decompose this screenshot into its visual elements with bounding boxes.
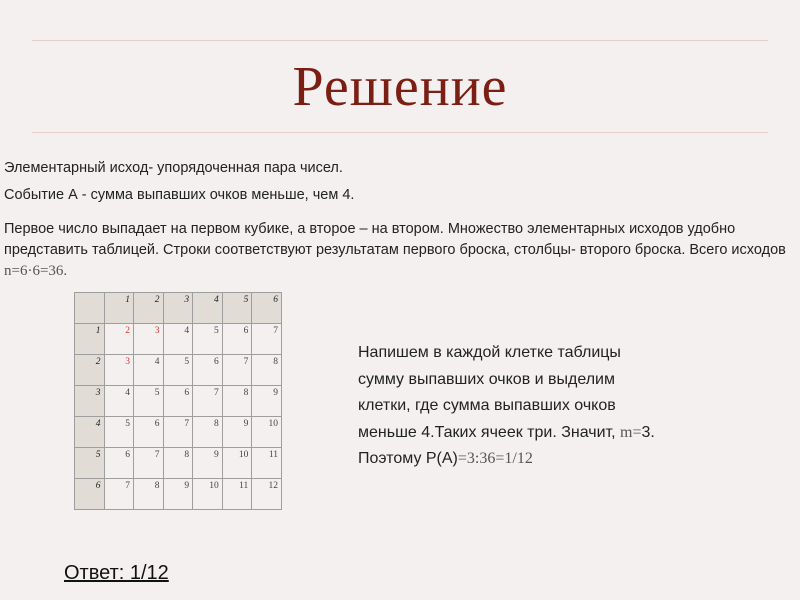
sum-cell: 7 [252, 324, 282, 355]
explanation-line-4-text: меньше 4.Таких ячеек три. Значит, [358, 423, 620, 441]
sum-cell: 9 [193, 448, 223, 479]
intro-line-3 [4, 219, 794, 282]
page-title: Решение [292, 56, 508, 118]
explanation-line-2: сумму выпавших очков и выделим [358, 370, 615, 388]
sum-cell: 9 [222, 417, 252, 448]
row-header: 4 [75, 417, 105, 448]
explanation-line-3: клетки, где сумма выпавших очков [358, 397, 616, 414]
sum-cell: 7 [222, 355, 252, 386]
column-header: 5 [222, 293, 252, 324]
sum-cell: 6 [193, 355, 223, 386]
top-divider [32, 40, 768, 41]
sum-cell: 8 [163, 448, 193, 479]
sum-cell: 8 [134, 479, 164, 510]
sum-cell: 4 [163, 324, 193, 355]
sum-cell: 10 [252, 417, 282, 448]
sum-cell: 10 [222, 448, 252, 479]
table-corner-cell [75, 293, 105, 324]
outcomes-formula: n=6·6=36. [4, 263, 68, 279]
sum-cell: 8 [222, 386, 252, 417]
explanation-line-1: Напишем в каждой клетке таблицы [358, 344, 621, 361]
column-header: 4 [193, 293, 223, 324]
explanation-line-5-text: Поэтому Р(А) [358, 450, 458, 467]
sum-cell: 10 [193, 479, 223, 510]
table-row [75, 448, 282, 479]
sum-cell: 11 [252, 448, 282, 479]
row-header: 5 [75, 448, 105, 479]
sum-cell: 6 [134, 417, 164, 448]
sum-cell: 8 [252, 355, 282, 386]
sum-cell: 6 [104, 448, 134, 479]
probability-formula: =3:36=1/12 [457, 450, 533, 467]
highlighted-sum-cell: 3 [104, 355, 134, 386]
m-formula: m= [620, 423, 642, 441]
row-header: 1 [75, 324, 105, 355]
sum-cell: 6 [222, 324, 252, 355]
intro-line-1: Элементарный исход- упорядоченная пара чисел. [4, 160, 343, 176]
table-row [75, 355, 282, 386]
outcomes-table [74, 292, 282, 510]
answer-text: Ответ: 1/12 [64, 562, 169, 584]
explanation-line-4 [358, 420, 758, 447]
table-row [75, 324, 282, 355]
column-header: 3 [163, 293, 193, 324]
explanation-line-4-end: 3. [641, 423, 655, 441]
table-row [75, 386, 282, 417]
highlighted-sum-cell: 3 [134, 324, 164, 355]
sum-cell: 7 [104, 479, 134, 510]
bottom-divider [32, 132, 768, 133]
column-header: 1 [104, 293, 134, 324]
sum-cell: 4 [134, 355, 164, 386]
sum-cell: 7 [193, 386, 223, 417]
sum-cell: 9 [252, 386, 282, 417]
sum-cell: 12 [252, 479, 282, 510]
row-header: 3 [75, 386, 105, 417]
row-header: 2 [75, 355, 105, 386]
sum-cell: 8 [193, 417, 223, 448]
table-row [75, 417, 282, 448]
highlighted-sum-cell: 2 [104, 324, 134, 355]
table-row [75, 479, 282, 510]
column-header: 2 [134, 293, 164, 324]
sum-cell: 6 [163, 386, 193, 417]
column-header: 6 [252, 293, 282, 324]
sum-cell: 5 [134, 386, 164, 417]
sum-cell: 7 [134, 448, 164, 479]
row-header: 6 [75, 479, 105, 510]
sum-cell: 5 [163, 355, 193, 386]
sum-cell: 7 [163, 417, 193, 448]
intro-line-2: Событие А - сумма выпавших очков меньше, чем 4. [4, 187, 355, 203]
sum-cell: 4 [104, 386, 134, 417]
sum-cell: 5 [104, 417, 134, 448]
intro-line-3-text: Первое число выпадает на первом кубике, а второе – на втором. Множество элементарных исходов удобно представить таблицей. Строки соответствуют результатам первого броска, столбцы- второго броска. Всего исходов [4, 221, 786, 258]
table-header-row [75, 293, 282, 324]
sum-cell: 5 [193, 324, 223, 355]
sum-cell: 9 [163, 479, 193, 510]
explanation-block [358, 340, 758, 473]
explanation-line-5 [358, 446, 758, 473]
sum-cell: 11 [222, 479, 252, 510]
